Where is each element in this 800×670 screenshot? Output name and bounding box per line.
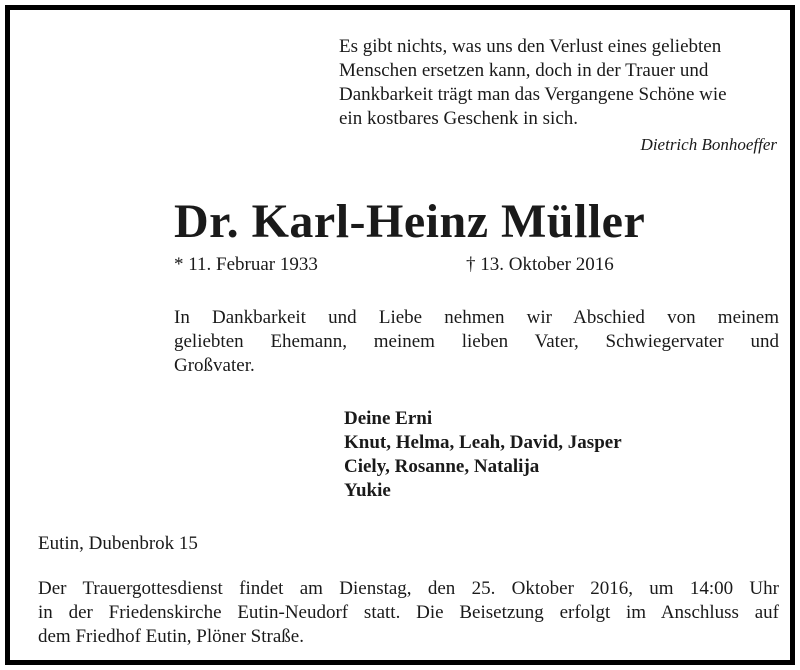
birth-date: * 11. Februar 1933 [174, 254, 318, 275]
mourner-line: Yukie [344, 480, 391, 501]
quote-line: Es gibt nichts, was uns den Verlust eines geliebten [339, 36, 722, 57]
service-line: dem Friedhof Eutin, Plöner Straße. [38, 626, 304, 647]
quote-author: Dietrich Bonhoeffer [640, 135, 777, 154]
family-address: Eutin, Dubenbrok 15 [38, 533, 198, 554]
message-line: Großvater. [174, 355, 255, 376]
memorial-quote [339, 35, 779, 157]
quote-line: ein kostbares Geschenk in sich. [339, 108, 579, 129]
mourner-line: Knut, Helma, Leah, David, Jasper [344, 432, 622, 453]
mourner-line: Ciely, Rosanne, Natalija [344, 456, 540, 477]
obituary-notice [5, 5, 795, 665]
service-line: Der Trauergottesdienst findet am Dienstag, den 25. Oktober 2016, um 14:00 Uhr [38, 578, 779, 599]
farewell-message [174, 306, 779, 378]
death-date: † 13. Oktober 2016 [466, 254, 614, 275]
mourners-list [344, 407, 622, 503]
service-line: in der Friedenskirche Eutin-Neudorf statt. Die Beisetzung erfolgt im Anschluss auf [38, 602, 779, 623]
quote-line: Dankbarkeit trägt man das Vergangene Schöne wie [339, 84, 727, 105]
mourner-line: Deine Erni [344, 408, 433, 429]
deceased-name: Dr. Karl-Heinz Müller [174, 195, 646, 248]
quote-line: Menschen ersetzen kann, doch in der Trauer und [339, 60, 709, 81]
message-line: geliebten Ehemann, meinem lieben Vater, Schwiegervater und [174, 331, 779, 352]
message-line: In Dankbarkeit und Liebe nehmen wir Abschied von meinem [174, 307, 779, 328]
service-details [38, 577, 779, 649]
